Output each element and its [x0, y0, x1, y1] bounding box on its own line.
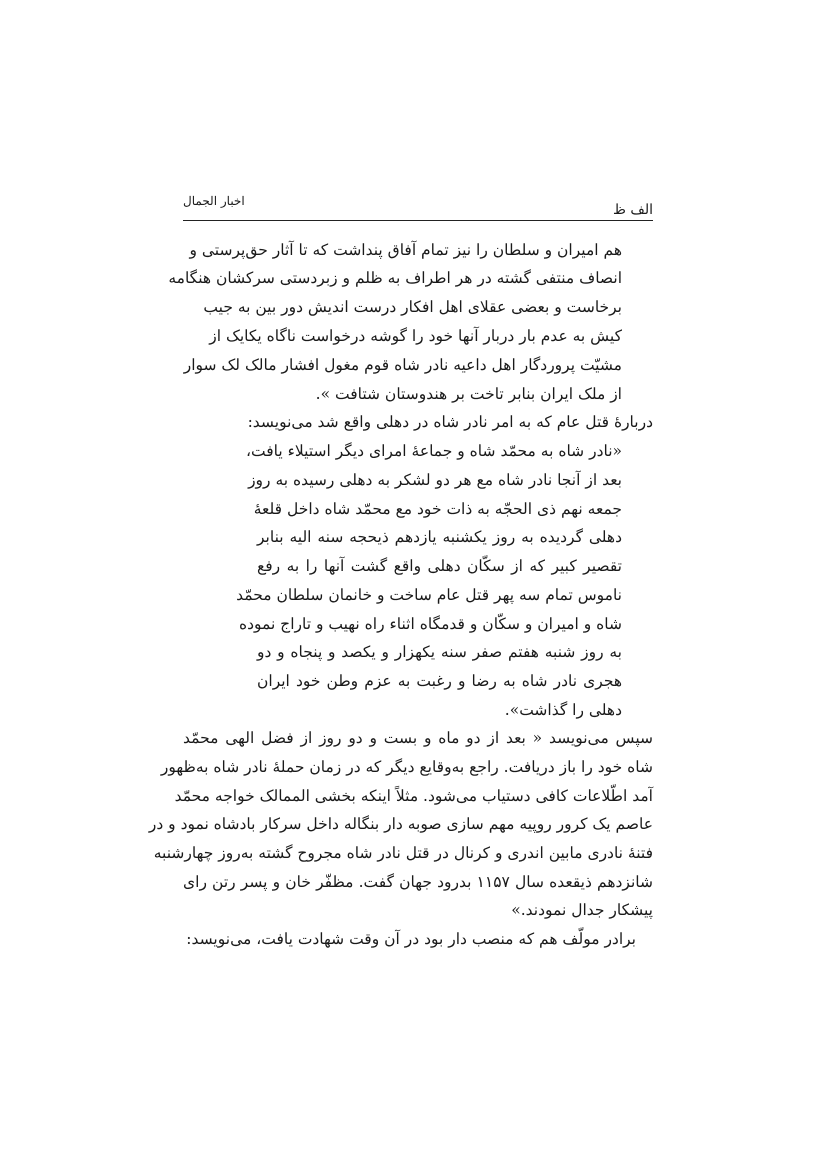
quote2-line: تقصیر کبیر که از سکّان دهلی واقع گشت آنها را به رفع — [257, 557, 622, 575]
quote2-line: دهلی را گذاشت». — [504, 701, 622, 719]
quote2-line: بعد از آنجا نادر شاه مع هر دو لشکر به دهلی رسیده به روز — [248, 471, 622, 489]
quote2-line: هجری نادر شاه به رضا و رغبت به عزم وطن خود ایران — [257, 672, 622, 690]
quote1-line: از ملک ایران بنابر تاخت بر هندوستان شتافت ». — [315, 385, 622, 403]
body-line: آمد اطّلاعات کافی دستیاب می‌شود. مثلاً اینکه بخشی الممالک خواجه محمّد — [174, 787, 653, 805]
page-number: الف ظ — [612, 202, 653, 218]
quote2-line: دهلی گردیده به روز یکشنبه یازدهم ذیحجه سنه الیه بنابر — [257, 528, 622, 546]
quote2-line: «نادر شاه به محمّد شاه و جماعۀ امرای دیگر استیلاء یافت، — [246, 442, 622, 460]
quote2-line: شاه و امیران و سکّان و قدمگاه اثناء راه نهیب و تاراج نموده — [238, 615, 622, 633]
body-line: فتنۀ نادری مابین اندری و کرنال در قتل نادر شاه مجروح گشته به‌روز چهارشنبه — [153, 844, 653, 862]
quote1-line: مشیّت پروردگار اهل داعیه نادر شاه قوم مغول افشار مالک لک سوار — [183, 356, 622, 374]
body-line: شاه خود را باز دریافت. راجع به‌وقایع دیگر که در زمان حملۀ نادر شاه به‌ظهور — [160, 758, 653, 776]
running-title: اخبار الجمال — [183, 194, 245, 208]
body-line: شانزدهم ذیقعده سال ۱۱۵۷ بدرود جهان گفت. مظفّر خان و پسر رتن رای — [183, 873, 653, 891]
body-line: پیشکار جدال نمودند.» — [511, 901, 653, 919]
quote2-line: ناموس تمام سه پهر قتل عام ساخت و خانمان سلطان محمّد — [236, 586, 622, 604]
body-line: سپس می‌نویسد « بعد از دو ماه و بست و دو روز از فضل الهی محمّد — [183, 729, 653, 747]
quote1-line: هم امیران و سلطان را نیز تمام آفاق پنداشت که تا آثار حق‌پرستی و — [189, 241, 622, 259]
quote1-line: برخاست و بعضی عقلای اهل افکار درست اندیش دور بین به جیب — [203, 298, 622, 316]
quote1-line: انصاف منتفی گشته در هر اطراف به ظلم و زبردستی سرکشان هنگامه — [168, 269, 622, 287]
quote1-line: کیش به عدم بار دربار آنها خود را گوشه درخواست ناگاه یکایک از — [209, 327, 622, 345]
body-line: عاصم یک کرور روپیه مهم سازی صوبه دار بنگاله داخل سرکار بادشاه نمود و در — [148, 815, 653, 833]
intro-paragraph: دربارۀ قتل عام که به امر نادر شاه در دهلی واقع شد می‌نویسد: — [247, 413, 653, 431]
quote2-line: به روز شنبه هفتم صفر سنه یکهزار و یکصد و پنجاه و دو — [257, 643, 622, 661]
page-header — [183, 192, 653, 221]
quote2-line: جمعه نهم ذی الحجّه به ذات خود مع محمّد شاه داخل قلعۀ — [253, 500, 622, 518]
closing-paragraph: برادر مولّف هم که منصب دار بود در آن وقت شهادت یافت، می‌نویسد: — [186, 930, 636, 948]
